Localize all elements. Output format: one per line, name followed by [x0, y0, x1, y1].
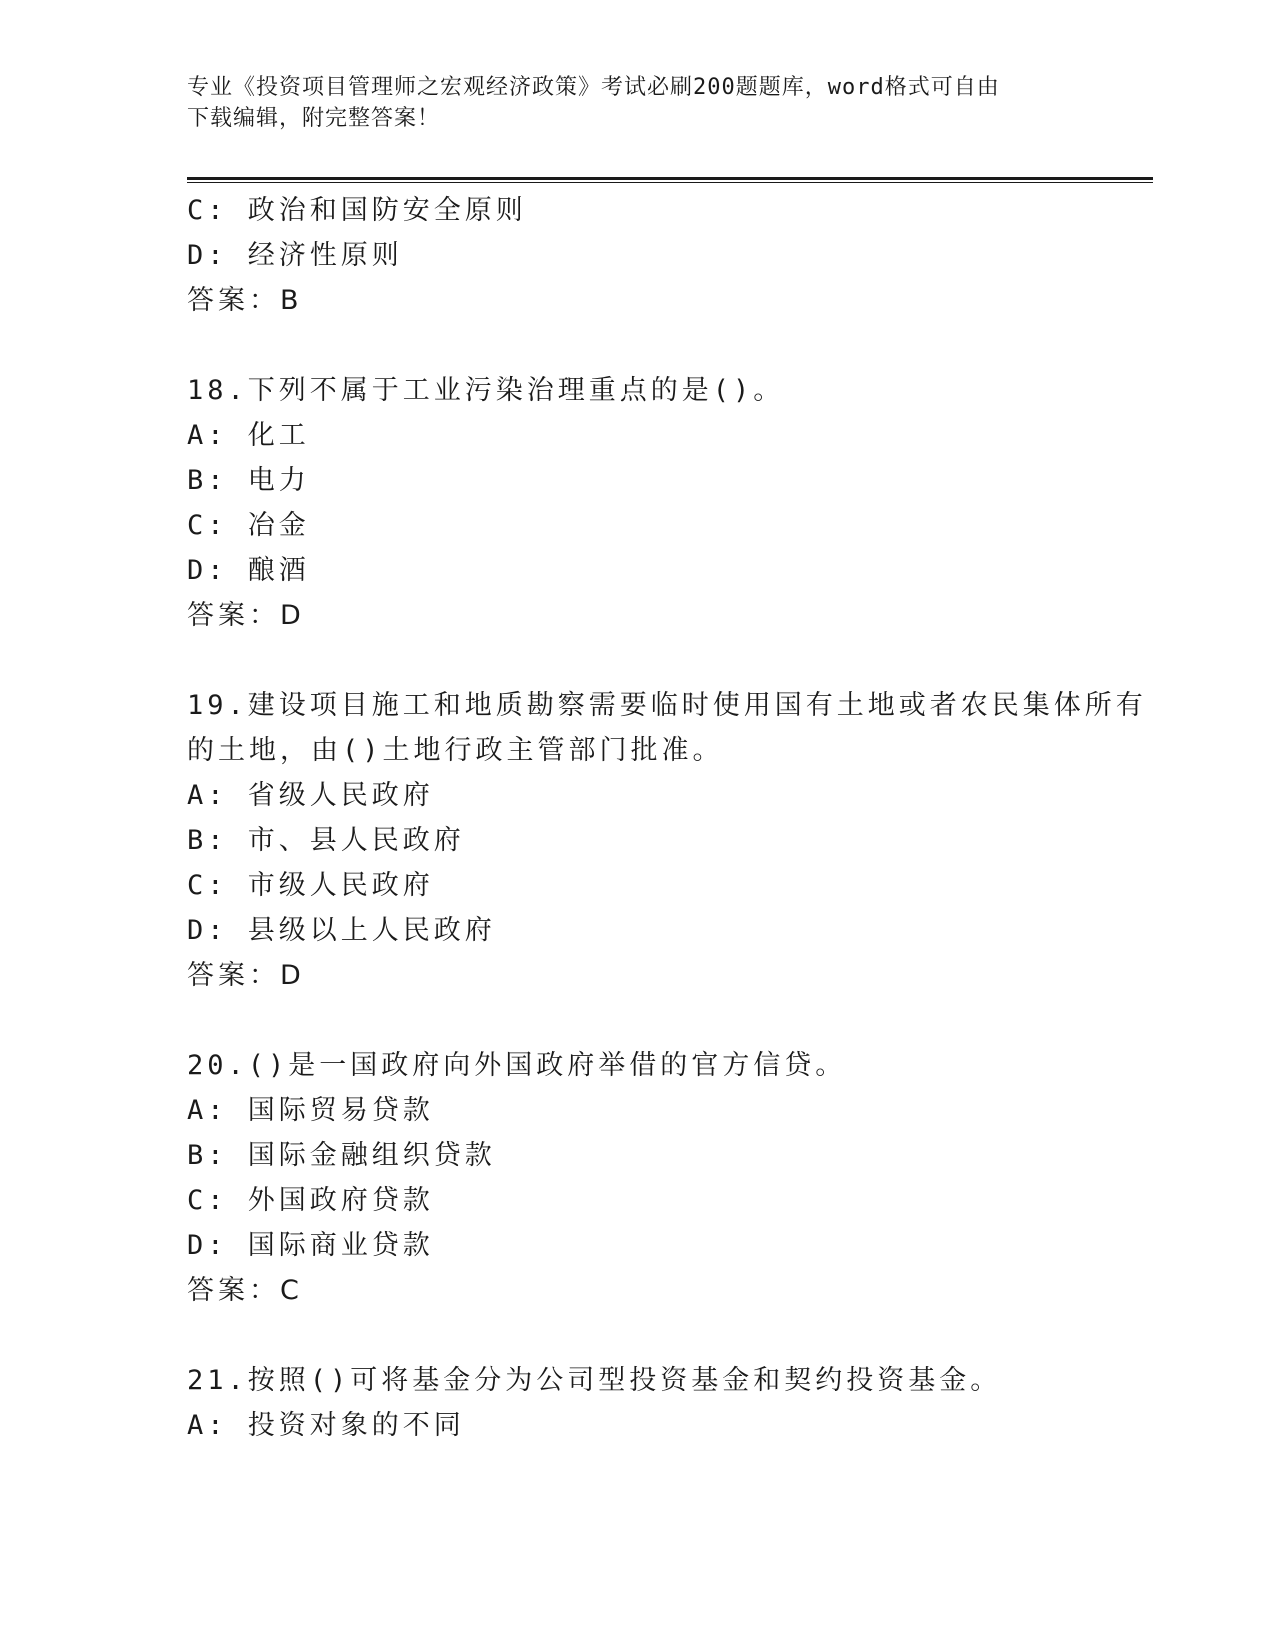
header-divider-thin [187, 182, 1153, 183]
q18-question: 18.下列不属于工业污染治理重点的是()。 [187, 375, 785, 406]
question-21 [187, 1358, 1167, 1448]
document-header [187, 72, 1087, 134]
q17-option-d: D: 经济性原则 [187, 240, 403, 271]
spacer [187, 1313, 1167, 1358]
q18-option-b: B: 电力 [187, 465, 310, 496]
spacer [187, 998, 1167, 1043]
q20-option-d: D: 国际商业贷款 [187, 1230, 434, 1261]
q18-answer: 答案：D [187, 600, 305, 631]
q20-option-b: B: 国际金融组织贷款 [187, 1140, 496, 1171]
q17-answer: 答案：B [187, 285, 303, 316]
q19-option-a: A: 省级人民政府 [187, 780, 434, 811]
q17-option-c: C: 政治和国防安全原则 [187, 195, 527, 226]
q18-option-a: A: 化工 [187, 420, 310, 451]
header-title-line-1: 专业《投资项目管理师之宏观经济政策》考试必刷200题题库，word格式可自由 [187, 75, 1000, 100]
question-19 [187, 683, 1167, 998]
header-divider-thick [187, 177, 1153, 180]
header-title-line-2: 下载编辑，附完整答案！ [187, 106, 441, 131]
q19-option-c: C: 市级人民政府 [187, 870, 434, 901]
q21-question: 21.按照()可将基金分为公司型投资基金和契约投资基金。 [187, 1365, 1002, 1396]
q20-answer: 答案：C [187, 1275, 303, 1306]
q20-option-a: A: 国际贸易贷款 [187, 1095, 434, 1126]
question-18 [187, 368, 1167, 638]
q19-option-d: D: 县级以上人民政府 [187, 915, 496, 946]
question-20 [187, 1043, 1167, 1313]
q19-answer: 答案：D [187, 960, 305, 991]
q20-question: 20.()是一国政府向外国政府举借的官方信贷。 [187, 1050, 847, 1081]
spacer [187, 323, 1167, 368]
q18-option-c: C: 冶金 [187, 510, 310, 541]
spacer [187, 638, 1167, 683]
question-list [187, 188, 1167, 1448]
q19-option-b: B: 市、县人民政府 [187, 825, 465, 856]
q20-option-c: C: 外国政府贷款 [187, 1185, 434, 1216]
q21-option-a: A: 投资对象的不同 [187, 1410, 465, 1441]
question-17 [187, 188, 1167, 323]
q19-question-line-2: 的土地，由()土地行政主管部门批准。 [187, 735, 724, 766]
q19-question-line-1: 19.建设项目施工和地质勘察需要临时使用国有土地或者农民集体所有 [187, 690, 1147, 721]
q18-option-d: D: 酿酒 [187, 555, 310, 586]
